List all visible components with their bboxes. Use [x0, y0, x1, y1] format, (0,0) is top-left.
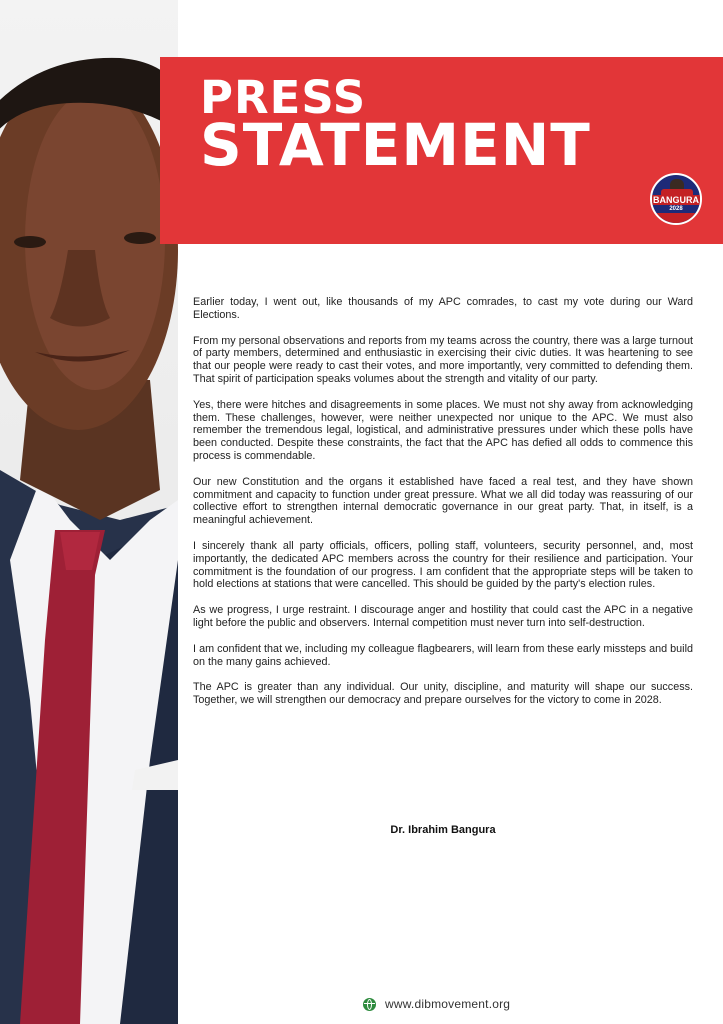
- campaign-logo-badge: [650, 173, 702, 225]
- paragraph-7: I am confident that we, including my colleague flagbearers, will learn from these early missteps and build on the many gains achieved.: [193, 642, 693, 668]
- paragraph-3: Yes, there were hitches and disagreements in some places. We must not shy away from acknowledging them. These challenges, however, were neither unexpected nor unique to the APC. We must also remember the tremendous legal, logistical, and administrative pressures under which these polls have been conducted. Despite these constraints, the fact that the APC has defied all odds to commence this process is commendable.: [193, 398, 693, 462]
- paragraph-1: Earlier today, I went out, like thousands of my APC comrades, to cast my vote during our Ward Elections.: [193, 296, 693, 321]
- footer: [363, 996, 510, 1012]
- paragraph-8: The APC is greater than any individual. Our unity, discipline, and maturity will shape our success. Together, we will strengthen our democracy and prepare ourselves for the victory to come in 2028.: [193, 681, 693, 707]
- badge-year: 2028: [669, 206, 683, 212]
- header-banner: [160, 57, 723, 244]
- title-line-statement: STATEMENT: [200, 110, 591, 179]
- globe-icon: [363, 998, 376, 1011]
- portrait-photo: [0, 0, 178, 1024]
- badge-bottom-band: [652, 213, 700, 223]
- paragraph-5: I sincerely thank all party officials, officers, polling staff, volunteers, security personnel, and, most importantly, the dedicated APC members across the country for their resilience and participation. Your commitment is the foundation of our progress. I am confident that the appropriate steps will be taken to hold elections at stations that were cancelled. This should be guided by the party's election rules.: [193, 539, 693, 591]
- signature: Dr. Ibrahim Bangura: [390, 824, 496, 836]
- badge-name: BANGURA: [653, 195, 699, 205]
- page-title: [200, 71, 591, 179]
- paragraph-4: Our new Constitution and the organs it established have faced a real test, and they have shown commitment and capacity to function under great pressure. What we all did today was reassuring of our collective effort to strengthen internal democratic governance in our great party. That, in itself, is a meaningful achievement.: [193, 475, 693, 527]
- paragraph-6: As we progress, I urge restraint. I discourage anger and hostility that could cast the APC in a negative light before the public and observers. Internal competition must never turn into self-destruction.: [193, 604, 693, 629]
- website-link[interactable]: www.dibmovement.org: [385, 997, 511, 1011]
- paragraph-2: From my personal observations and reports from my teams across the country, there was a large turnout of party members, determined and enthusiastic in exercising their civic duties. It was heartening to see that our people were ready to cast their votes, and more importantly, very committed to defending them. That spirit of participation speaks volumes about the strength and vitality of our party.: [193, 334, 693, 385]
- statement-body: [193, 296, 693, 720]
- title-line-press: PRESS: [200, 71, 367, 124]
